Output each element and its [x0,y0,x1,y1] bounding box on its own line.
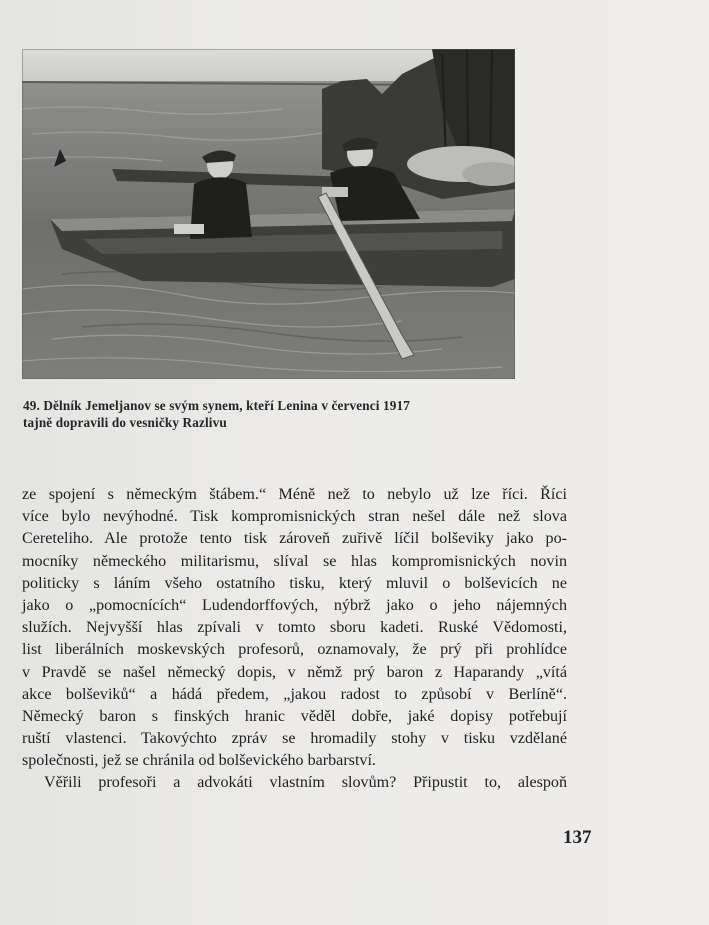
text-line: ze spojení s německým štábem.“ Méně než to nebylo už lze říci. Říci [22,486,567,503]
text-line: ruští vlastenci. Takovýchto zpráv se hromadily stohy v tisku vzdělané [22,730,567,748]
body-text [22,484,567,795]
text-line: Německý baron s finských hranic věděl dobře, jaké dopisy potřebují [22,707,567,725]
historical-photo [22,49,515,379]
text-line: list liberálních moskevských profesorů, oznamovaly, že prý při prohlídce [22,641,567,659]
caption-line: 49. Dělník Jemeljanov se svým synem, kteří Lenina v červenci 1917 [23,398,411,413]
text-line: v Pravdě se našel německý dopis, v němž prý baron z Haparandy „vítá [22,663,567,681]
text-line: jako o „pomocnících“ Ludendorffových, nýbrž jako o jeho nájemných [22,596,567,614]
text-line: akce bolševiků“ a hádá předem, „jakou radost to způsobí v Berlíně“. [22,685,567,703]
text-line-paragraph-start: Věřili profesoři a advokáti vlastním slovům? Připustit to, alespoň [44,774,567,792]
text-line: služích. Nejvyšší hlas zpívali v tomto sboru kadeti. Ruské Vědomosti, [22,619,567,637]
text-line: mocníky německého militarismu, slíval se hlas kompromisnických novin [22,552,567,570]
photo-caption [23,397,493,431]
text-line-paragraph-end: společnosti, jež se chránila od bolševického barbarství. [22,752,376,770]
text-line: Cereteliho. Ale protože tento tisk zároveň zuřivě líčil bolševiky jako po- [22,530,567,548]
page-number: 137 [563,827,592,848]
text-line: politicky s láním všeho ostatního tisku, který mluvil o bolševicích ne [22,574,567,592]
text-line: více bylo nevýhodné. Tisk kompromisnických stran nešel dále než slova [22,508,567,526]
caption-line: tajně dopravili do vesničky Razlivu [23,415,227,430]
photo-boat-on-lake [22,49,515,379]
